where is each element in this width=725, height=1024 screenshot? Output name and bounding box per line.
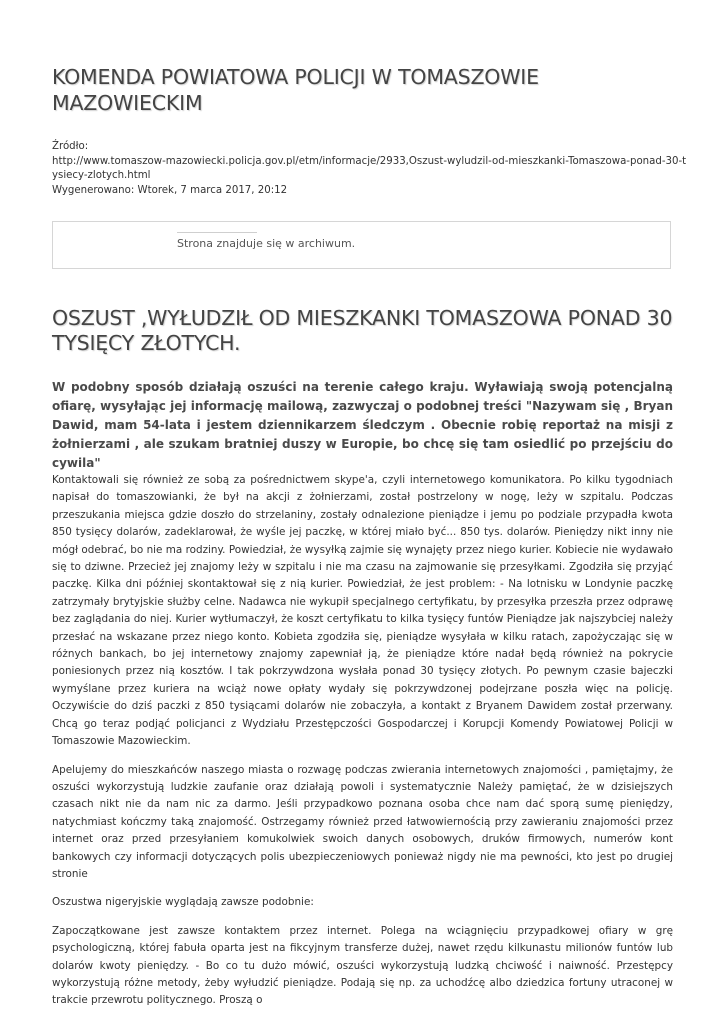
source-url-line-1[interactable]: http://www.tomaszow-mazowiecki.policja.gov.pl/etm/informacje/2933,Oszust-wyludzil-od-mieszkanki-Tomaszowa-ponad-30-t — [52, 155, 687, 167]
article-paragraph: Zapoczątkowane jest zawsze kontaktem przez internet. Polega na wciągnięciu przypadkowej ofiary w grę psychologiczną, której fabuła oparta jest na fikcyjnym transferze dużej, nawet rzędu kilkunastu milionów funtów lub dolarów kwoty pieniędzy. - Bo co tu dużo mówić, oszuści wykorzystują ludzką chciwość i naiwność. Przestępcy wykorzystują różne metody, żeby wyłudzić pieniądze. Podają się np. za uchodźcę albo dziedzica fortuny utraconej w trakcie przewrotu politycznego. Proszą o — [52, 924, 673, 1007]
source-meta — [52, 140, 687, 198]
article-paragraph: Kontaktowali się również ze sobą za pośrednictwem skype'a, czyli internetowego komunikatora. Po kilku tygodniach napisał do tomaszowianki, że był na akcji z żołnierzami, został postrzelony w nogę, leży w szpitalu. Podczas przeszukania miejsca gdzie doszło do strzelaniny, zostały odnalezione pieniądze i jemu po podziale przypadła kwota 850 tysięcy dolarów, zadeklarował, że wyśle jej paczkę, w której miało być... 850 tys. dolarów. Pieniędzy nikt inny nie mógł odebrać, bo nie ma rodziny. Powiedział, że wysyłką zajmie się wynajęty przez niego kurier. Kobiecie nie wydawało się to dziwne. Przecież jej znajomy leży w szpitalu i nie ma czasu na zajmowanie się przesyłkami. Zgodziła się przyjąć paczkę. Kilka dni później skontaktował się z nią kurier. Powiedział, że jest problem: - Na lotnisku w Londynie paczkę zatrzymały brytyjskie służby celne. Nadawca nie wykupił specjalnego certyfikatu, by przesyłka przeszła przez odprawę bez zaglądania do niej. Kurier wytłumaczył, że koszt certyfikatu to kilka tysięcy funtów Pieniądze jak najszybciej należy przesłać na wskazane przez niego konto. Kobieta zgodziła się, pieniądze wysyłała w kilku ratach, zapożyczając się w różnych bankach, bo jej internetowy znajomy zapewniał ją, że pieniądze które nadał będą również na pokrycie poniesionych przez nią kosztów. I tak pokrzywdzona wysłała ponad 30 tysięcy złotych. Po pewnym czasie bajeczki wymyślane przez kuriera na wciąż nowe opłaty wydały się pokrzywdzonej podejrzane poszła więc na policję. Oczywiście do dziś paczki z 850 tysiącami dolarów nie zobaczyła, a kontakt z Bryanem Dawidem został przerwany. Chcą go teraz podjąć policjanci z Wydziału Przestępczości Gospodarczej i Korupcji Komendy Powiatowej Policji w Tomaszowie Mazowieckim. — [52, 474, 673, 748]
archive-notice: Strona znajduje się w archiwum. — [177, 237, 356, 250]
archive-notice-box — [52, 221, 671, 269]
article-title: OSZUST ,WYŁUDZIŁ OD MIESZKANKI TOMASZOWA PONAD 30 TYSIĘCY ZŁOTYCH. — [52, 306, 673, 355]
article-body — [52, 472, 673, 1021]
source-label: Źródło: — [52, 141, 89, 152]
site-title: KOMENDA POWIATOWA POLICJI W TOMASZOWIE MAZOWIECKIM — [52, 65, 539, 115]
article-lead: W podobny sposób działają oszuści na terenie całego kraju. Wyławiają swoją potencjalną ofiarę, wysyłając jej informację mailową, zazwyczaj o podobnej treści "Nazywam się , Bryan Dawid, mam 54-lata i jestem dziennikarzem śledczym . Obecnie robię reportaż na misji z żołnierzami , ale szukam bratniej duszy w Europie, bo chcę się tam osiedlić po przejściu do cywila" — [52, 380, 673, 470]
generated-date: Wygenerowano: Wtorek, 7 marca 2017, 20:12 — [52, 184, 288, 196]
article-paragraph: Apelujemy do mieszkańców naszego miasta o rozwagę podczas zwierania internetowych znajomości , pamiętajmy, że oszuści wykorzystują ludzkie zaufanie oraz działają powoli i systematycznie Należy pamiętać, że w dzisiejszych czasach nikt nie da nam nic za darmo. Jeśli przypadkowo poznana osoba chce nam dać sporą sumę pieniędzy, natychmiast kończmy taką znajomość. Ostrzegamy również przed łatwowiernością przy zawieraniu znajomości przez internet oraz przed przesyłaniem komukolwiek swoich danych osobowych, druków firmowych, numerów kont bankowych czy informacji dotyczących polis ubezpieczeniowych ponieważ nigdy nie ma pewności, kto jest po drugiej stronie — [52, 763, 673, 880]
source-url-line-2[interactable]: ysiecy-zlotych.html — [52, 170, 151, 181]
archive-divider — [177, 232, 257, 233]
article-paragraph: Oszustwa nigeryjskie wyglądają zawsze podobnie: — [52, 896, 314, 909]
